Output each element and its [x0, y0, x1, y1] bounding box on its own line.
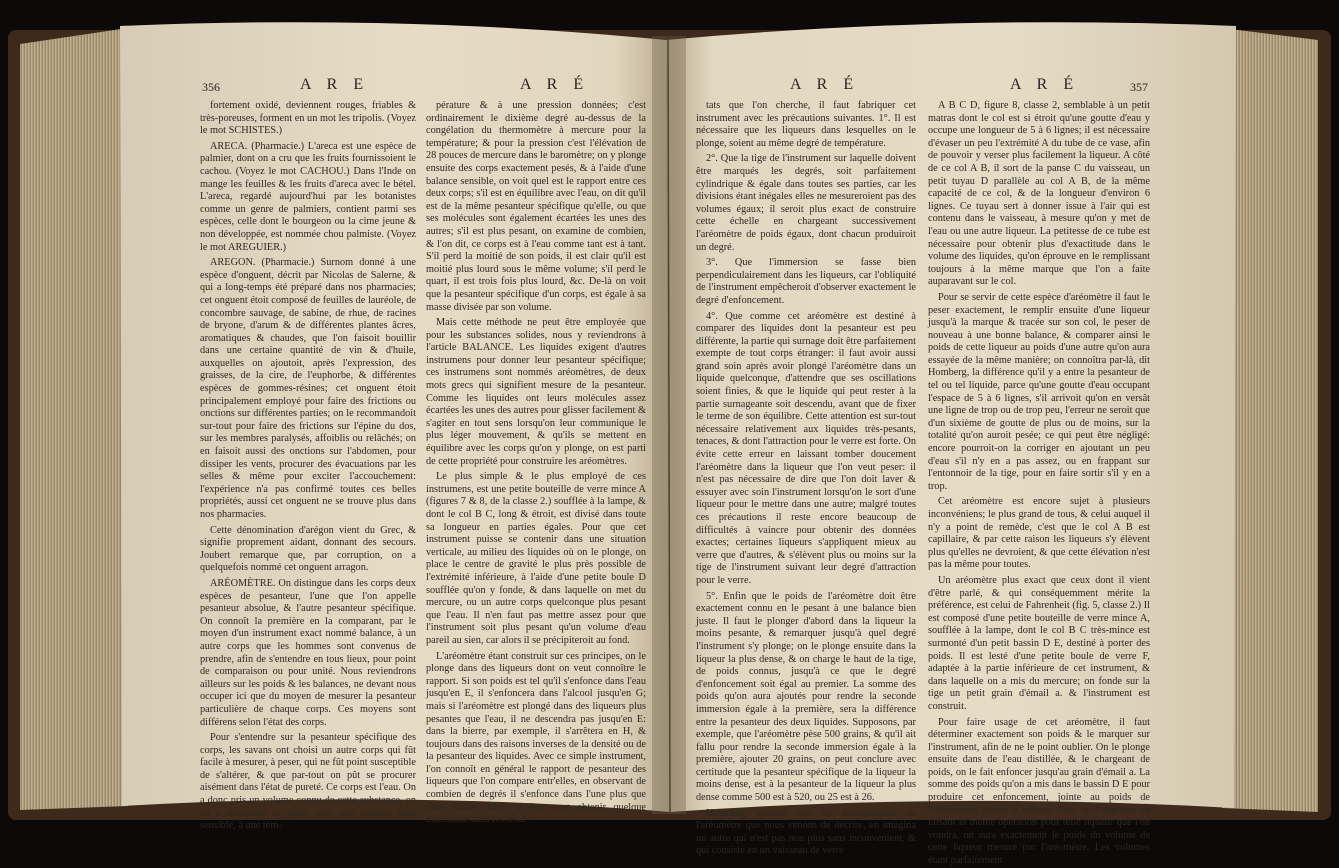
paragraph: 4°. Que comme cet aréomètre est destiné à comparer des liquides dont la pesanteur est peu différente, la partie qui surnage doit être parfaitement exempte de tout corps étranger: il faut avoir aussi grand soin après avoir plongé l'aréomètre dans un liquide quelconque, d'attendre que ses oscillations soient finies, & que le liquide qui peut rester à la partie surnageante soit descendu, avant que de fixer le terme de son équilibre. Cette attention est sur-tout nécessaire relativement aux liquides très-pesants, tenaces, & dont l'attraction pour le verre est forte. On évite cette erreur en laissant tomber doucement l'aréomètre dans la liqueur que l'on veut peser: il n'est pas nécessaire de dire que l'on doit laver & essuyer avec soin l'instrument lorsqu'on le sort d'une liqueur pour le mettre dans une autre; malgré toutes ces précautions il reste encore beaucoup de difficultés à vaincre pour obtenir des données exactes; certaines liqueurs s'appliquent mieux au verre que d'autres, & s'élèvent plus ou moins sur la tige de l'instrument suivant leur degré d'attraction pour le verre. — [696, 310, 916, 586]
paragraph: Un aréomètre plus exact que ceux dont il vient d'être parlé, & qui conséquemment mérite la préférence, est celui de Fahrenheit (fig. 5, classe 2.) Il est composé d'une petite bouteille de verre mince A, soufflée à la lampe, dont le col B C très-mince est surmonté d'un petit bassin D E, destiné à porter des poids. Il est lesté d'une petite boule de verre F, adaptée à la partie inférieure de cet instrument, & dans laquelle on a mis du mercure; on fonde sur la tige un petit grain d'émail a. & l'instrument est construit. — [928, 574, 1150, 712]
paragraph: Pour faire usage de cet aréomètre, il faut déterminer exactement son poids & le marquer sur l'instrument, afin de ne le point oublier. On le plonge ensuite dans de l'eau distillée, & le chargeant de poids, on le fait enfoncer jusqu'au grain d'émail a. La somme des poids qu'on a mis dans le bassin D E pour produire cet enfoncement, jointe au poids de l'instrument, donne le volume d'eau qu'il déplace; on faisant la même opération pour telle liqueur que l'on voudra, on aura exactement le poids du volume de cette liqueur mesuré par l'aréomètre. Les volumes étant parfaitement — [928, 716, 1150, 867]
left-page-edges — [20, 28, 128, 810]
paragraph: Le plus simple & le plus employé de ces instrumens, est une petite bouteille de verre mince A (figures 7 & 8, de la classe 2.) soufflée à la lampe, & dont le col B C, long & étroit, est divisé dans toute sa longueur en parties égales. Pour que cet instrument puisse se contenir dans une situation verticale, au milieu des liquides où on le plonge, on place le centre de gravité le plus près possible de l'extrémité inférieure, à l'aide d'une petite boule D soufflée qu'on y fonde, & dans laquelle on met du mercure, ou un autre corps quelconque plus pesant que l'eau. Il n'en faut pas mettre assez pour que l'instrument soit plus pesant qu'un volume d'eau pareil au sien, car alors il se précipiteroit au fond. — [426, 471, 646, 646]
right-page-edges — [1222, 28, 1318, 812]
left-running-head-1: A R E — [300, 76, 370, 93]
paragraph: Cette dénomination d'arégon vient du Grec, & signifie proprement aidant, donnant des secours. Joubert remarque que, par corruption, on a quelquefois nommé cet onguent arragon. — [200, 524, 416, 574]
left-page-column-1 — [200, 100, 416, 832]
paragraph: Mais cette méthode ne peut être employée que pour les substances solides, nous y reviendrons à l'article BALANCE. Les liquides exigent d'autres instrumens pour donner leur pesanteur spécifique; ces instrumens sont nommés aréomètres, de deux mots grecs qui signifient mesure de la pesanteur. Comme les liquides ont leurs molécules assez écartées les unes des autres pour glisser facilement & s'agiter en tout sens lorsqu'on leur communique le plus léger mouvement, & qu'ils se mettent en équilibre avec les corps qu'on y plonge, on est parti de cette propriété pour construire les aréomètres. — [426, 317, 646, 467]
paragraph: Homberg, sentant tous les inconvéniens de l'aréomètre que nous venons de décrire, en imagina un autre qui n'est pas non plus sans inconvénient, & qui consiste en un vaisseau de verre — [696, 807, 916, 857]
paragraph: fortement oxidé, deviennent rouges, friables & très-poreuses, forment en un mot les tripolis. (Voyez le mot SCHISTES.) — [200, 100, 416, 137]
right-running-head-1: A R É — [790, 76, 860, 93]
paragraph: Cet aréomètre est encore sujet à plusieurs inconvéniens; le plus grand de tous, & celui auquel il n'y a point de remède, c'est que le col A B est capillaire, & par cette raison les liqueurs s'y élèvent plus qu'elles ne devroient, & que cette élévation n'est pas la même pour toutes. — [928, 496, 1150, 571]
paragraph: AREGON. (Pharmacie.) Surnom donné à une espèce d'onguent, décrit par Nicolas de Salerne, & qui a long-temps été préparé dans nos pharmacies; cet onguent étoit composé de feuilles de lauréole, de concombre sauvage, de sabine, de rhue, de racines de bryone, d'arum & de différentes plantes âcres, aromatiques & chaudes, que l'on faisoit bouillir dans une certaine quantité de vin & d'huile, auxquelles on ajoutoit, après l'expression, des graisses, de la cire, de l'euphorbe, & différentes espèces de gommes-résines; cet onguent étoit principalement employé pour faire des frictions ou onctions sur différentes parties; on le recommandoit sur-tout pour faire des frictions sur l'épine du dos, sur les membres paralysés, affoiblis ou relâchés; on en faisoit aussi des onctions sur l'abdomen, pour dissiper les vents, procurer des évacuations par les selles & même pour exciter l'accouchement: l'expérience n'a pas confirmé toutes ces belles propriétés, aussi cet onguent ne se trouve plus dans nos pharmacies. — [200, 257, 416, 520]
paragraph: A B C D, figure 8, classe 2, semblable à un petit matras dont le col est si étroit qu'une goutte d'eau y occupe une longueur de 5 à 6 lignes; il est nécessaire d'évaser un peu l'extrémité A du tube de ce vase, afin de pouvoir y verser plus facilement la liqueur. A côté de ce col A B, il sort de la panse C du vaisseau, un petit tuyau D parallèle au col A B, de la même capacité de ce col, & de la longueur d'environ 6 lignes. Ce tuyau sert à donner issue à l'air qui est contenu dans le vaisseau, à mesure qu'on y met de l'eau ou une autre liqueur. La petitesse de ce tube est nécessaire pour obtenir plus d'exactitude dans le volume des liquides, qu'on éprouve en le remplissant toujours à la même marque que l'on a faite auparavant sur le col. — [928, 100, 1150, 288]
right-page-column-1 — [696, 100, 916, 857]
paragraph: tats que l'on cherche, il faut fabriquer cet instrument avec les précautions suivantes. 1°. Il est nécessaire que les liqueurs dans lesquelles on le plonge, soient au même degré de température. — [696, 100, 916, 149]
left-page-number: 356 — [202, 80, 220, 94]
paragraph: 3°. Que l'immersion se fasse bien perpendiculairement dans les liqueurs, car l'obliquité de l'instrument empêcheroit d'observer exactement le degré d'enfoncement. — [696, 257, 916, 306]
paragraph: Pour se servir de cette espèce d'aréomètre il faut le peser exactement, le remplir ensuite d'une liqueur jusqu'à la marque & tracée sur son col, le peser de nouveau à une bonne balance, & comparer ainsi le poids de cette liqueur au poids d'une autre qu'on aura essayée de la même manière; on connoîtra par-là, dit Homberg, la différence qu'il y a entre la pesanteur de tel ou tel liquide, parce qu'une goutte d'eau occupant l'espace de 5 à 6 lignes, s'il arrivoit qu'on en versât une ligne de trop ou de trop peu, l'erreur ne seroit que d'un sixième de goutte de plus ou de moins, sur la totalité qu'on auroit pesée; ce qui peut être négligé: encore pourroit-on la corriger en ajoutant un peu d'eau s'il n'y en a pas assez, ou en frappant sur l'entonnoir de la tige, pour en faire sortir s'il y en a trop. — [928, 291, 1150, 492]
left-running-head-2: A R É — [520, 76, 590, 93]
paragraph: Pour s'entendre sur la pesanteur spécifique des corps, les savans ont choisi un autre corps qui fût facile à mesurer, à peser, qui ne fût point susceptible de s'altérer, & que par-tout on pût se procurer aisément dans l'état de pureté. Ce corps est l'eau. On a donc pris un volume connu de cette substance, on en a déterminé le poids avec une balance bien sensible, à une tem- — [200, 732, 416, 832]
paragraph: 2°. Que la tige de l'instrument sur laquelle doivent être marqués les degrés, soit parfaitement cylindrique & égale dans toutes ses parties, car les divisions étant inégales elles ne mesureroient pas des volumes égaux; il seroit plus exact de construire cette échelle en chargeant successivement l'aréomètre de poids égaux, dont chacun produiroit un degré. — [696, 153, 916, 253]
right-running-head-2: A R É — [1010, 76, 1080, 93]
paragraph: ARÉOMÈTRE. On distingue dans les corps deux espèces de pesanteur, l'une que l'on appelle pesanteur absolue, & l'autre pesanteur spécifique. On connoît la première en la comparant, par le moyen d'un instrument exact nommé balance, à un autre corps que les hommes sont convenus de prendre, afin de s'entendre en tous lieux, pour point de comparaison ou pour unité. Nous reviendrons ailleurs sur les poids & les balances, ne devant nous occuper ici que du moyen de mesurer la pesanteur particulière de chaque corps. Ces moyens sont différens selon l'état des corps. — [200, 577, 416, 728]
left-page-column-2 — [426, 100, 646, 826]
paragraph: L'aréomètre étant construit sur ces principes, on le plonge dans des liqueurs dont on veut connoître le rapport. Si son poids est tel qu'il s'enfonce dans l'eau jusqu'en E, il s'enfoncera dans l'alcool jusqu'en G; mais si l'aréomètre est plongé dans des liqueurs plus pesantes que l'eau, il ne descendra pas jusqu'en E: dans la bierre, par exemple, il s'arrêtera en H, & toujours dans des raisons inverses de la densité ou de la pesanteur des liquides. Avec ce simple instrument, l'on connoît en général le rapport de pesanteur des liqueurs que l'on compare entr'elles, en observant de combien de degrés il s'enfonce dans l'une plus que dans l'autre. Mais si l'on veut obtenir quelque exactitude dans les résul- — [426, 650, 646, 826]
paragraph: ARECA. (Pharmacie.) L'areca est une espèce de palmier, dont on a cru que les fruits fournissoient le cachou. (Voyez le mot CACHOU.) Dans l'Inde on mange les feuilles & les fruits d'areca avec le bétel. L'areca, regardé aujourd'hui par les botanistes comme un genre de palmiers, contient parmi ses espèces, celle dont le bourgeon ou la cime jeune & non développée, est nommée chou palmiste. (Voyez le mot AREGUIER.) — [200, 140, 416, 253]
paragraph: pérature & à une pression données; c'est ordinairement le dixième degré au-dessus de la congélation du thermomètre à mercure pour la température; & pour la pression c'est l'élévation de 28 pouces de mercure dans le baromètre; on y plonge ensuite des corps exactement pesés, & à l'aide d'une balance sensible, on voit quel est le rapport entre ces deux corps; s'il est en équilibre avec l'eau, on dit qu'il est de la même pesanteur spécifique qu'elle, ou que ses molécules sont également écartées les unes des autres; s'il est plus pesant, on examine de combien, & l'on dit, ce corps est à l'eau comme tant est à tant. S'il perd la moitié de son poids, il est clair qu'il est moitié plus lourd sous le même volume; s'il perd le quart, il est trois fois plus lourd, &c. De-là on voit que la pesanteur spécifique d'un corps, est égale à sa masse divisée par son volume. — [426, 100, 646, 313]
paragraph: 5°. Enfin que le poids de l'aréomètre doit être exactement connu en le pesant à une balance bien juste. Il faut le plonger d'abord dans la liqueur la moins pesante, & remarquer jusqu'à quel degré l'instrument s'y plonge; on le plonge ensuite dans la liqueur la plus dense, & on charge le haut de la tige, de poids connus, jusqu'à ce que le degré d'enfoncement soit égal au premier. La somme des poids qu'on aura ajoutés pour rendre la seconde immersion égale à la première, sera la différence entre la pesanteur des deux liquides. Supposons, par exemple, que l'aréomètre pèse 500 grains, & qu'il ait fallu pour rendre la seconde immersion égale à la première, ajouter 20 grains, on peut conclure avec certitude que la pesanteur spécifique de la liqueur la moins dense, est à la pesanteur de la liqueur la plus dense comme 500 est à 520, ou 25 est à 26. — [696, 590, 916, 804]
right-page-number: 357 — [1130, 80, 1148, 94]
right-page-column-2 — [928, 100, 1150, 867]
